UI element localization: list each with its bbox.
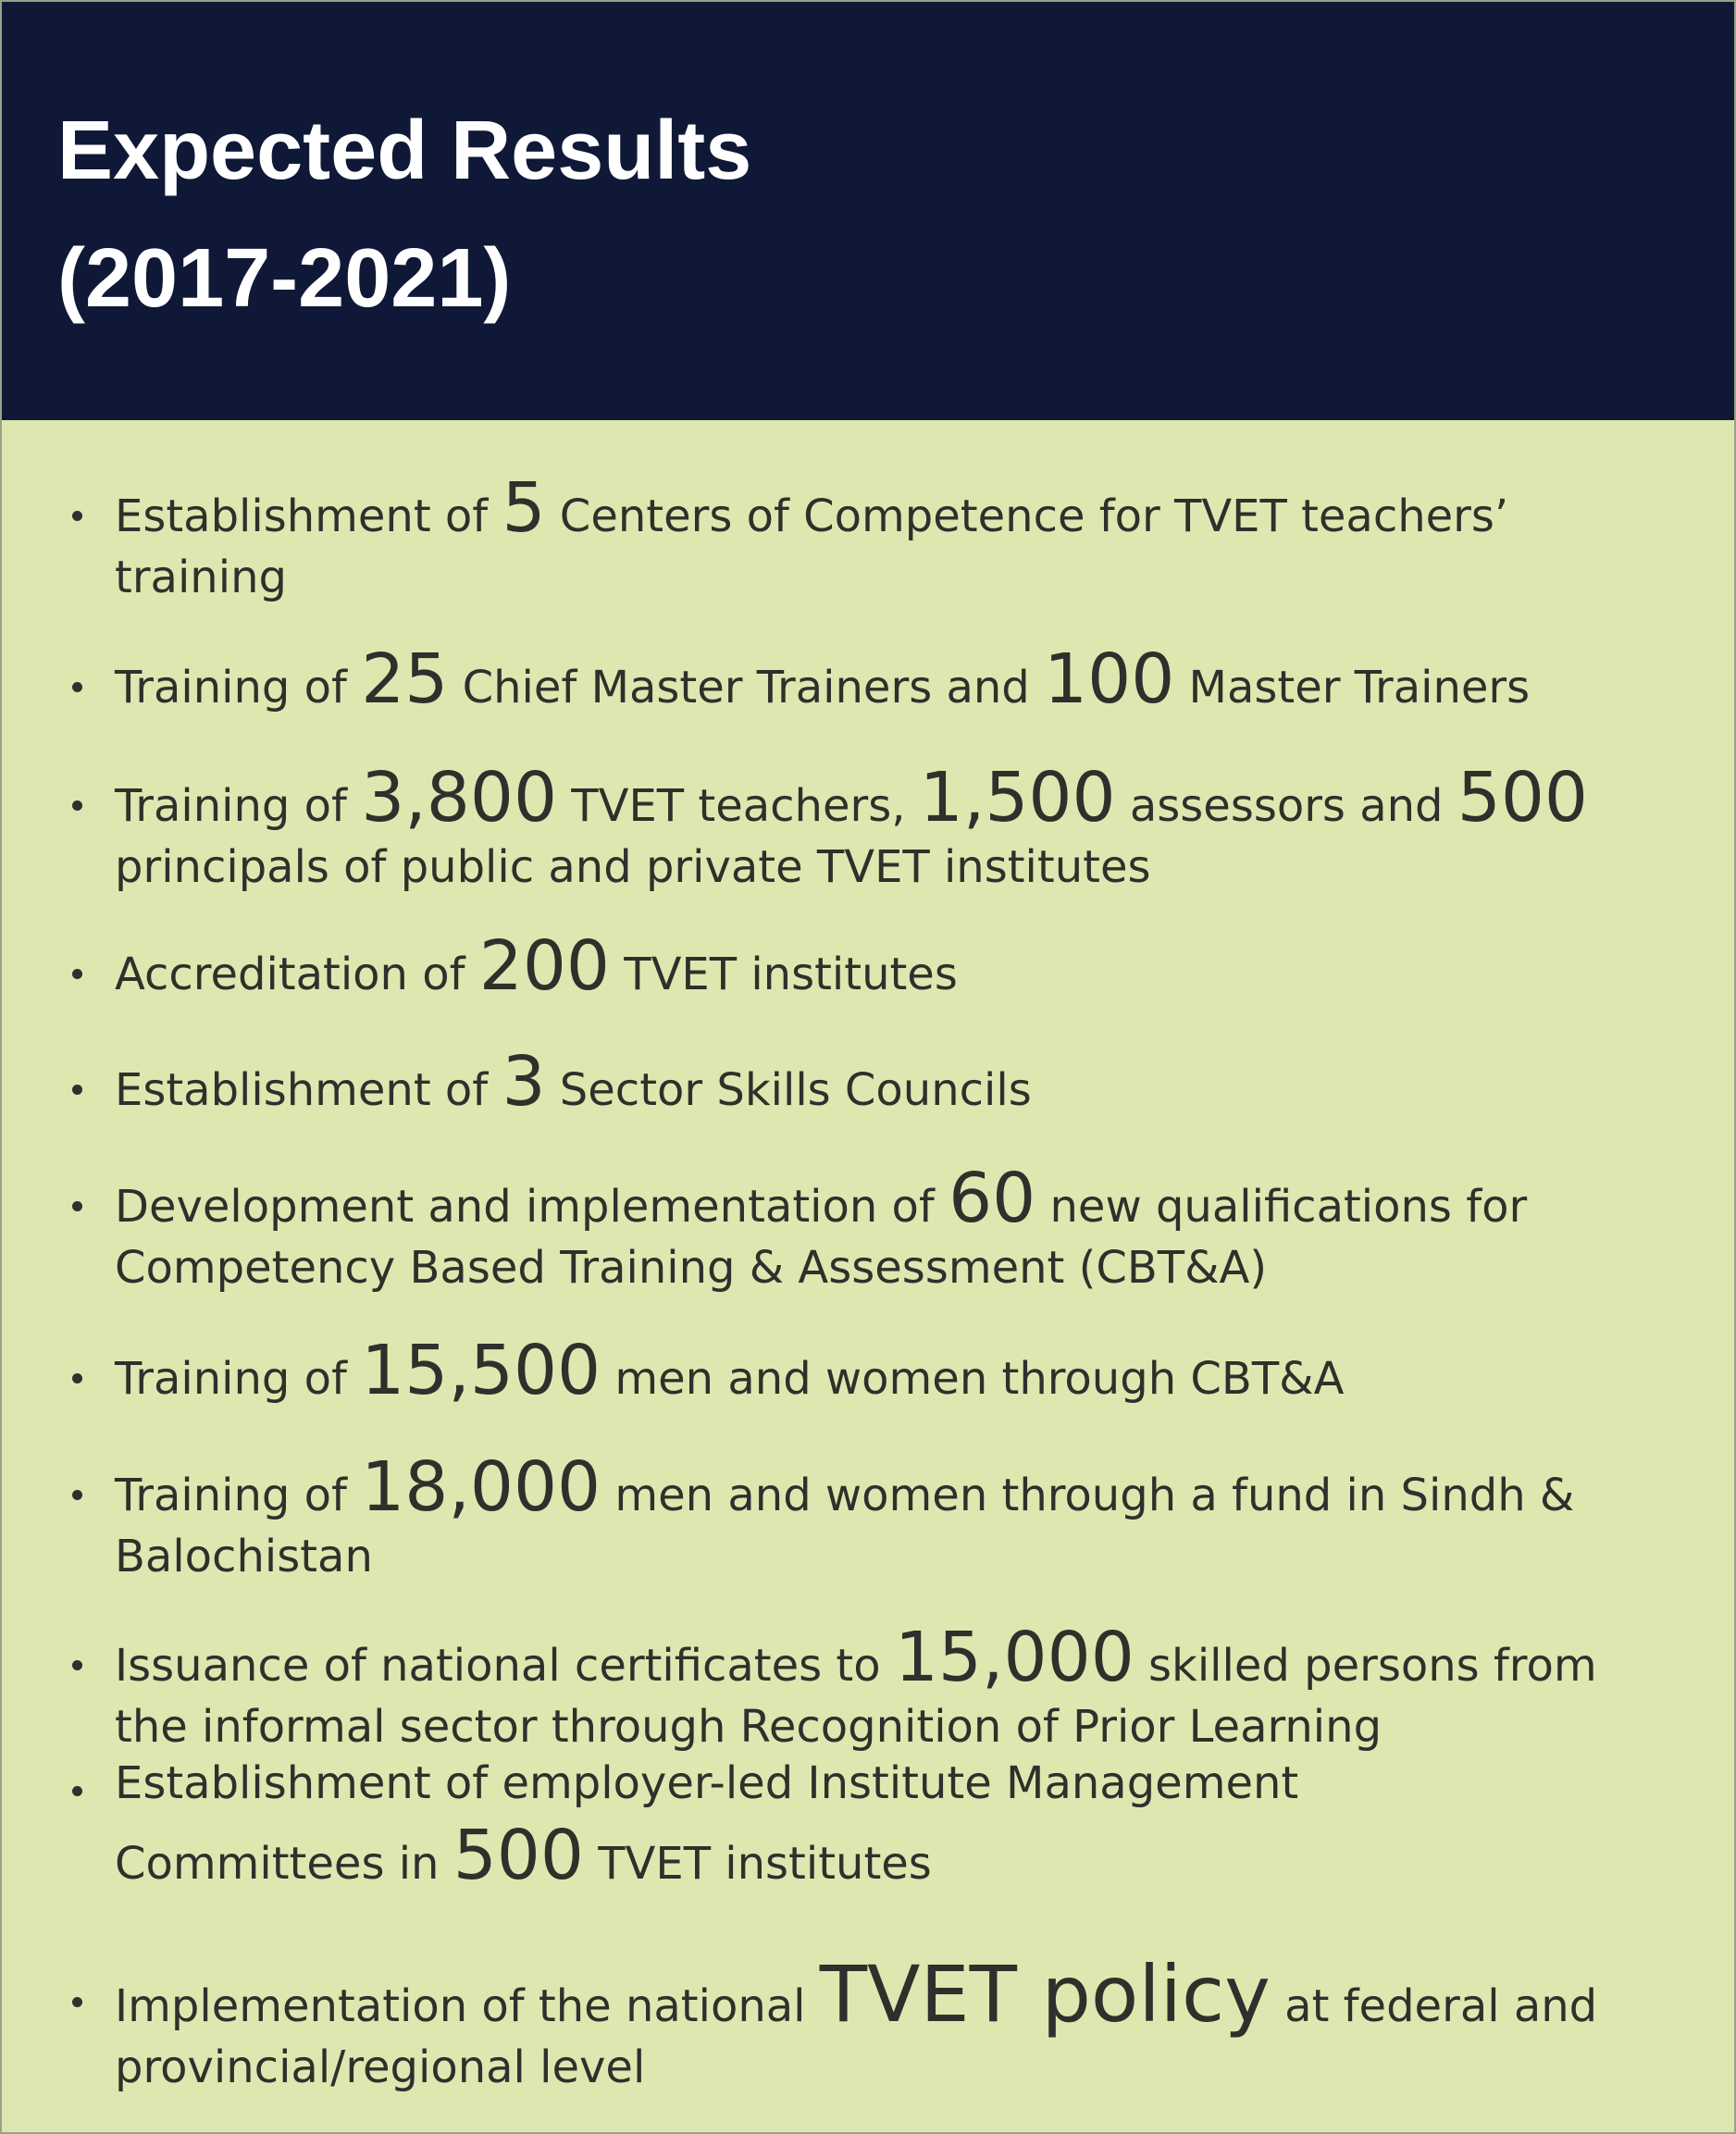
item-text: Centers of Competence for TVET teachers’ (545, 490, 1509, 542)
bullet-dot (72, 800, 82, 811)
item-text: men and women through CBT&A (601, 1353, 1345, 1405)
item-text-continuation: training (115, 552, 287, 603)
highlight-number: 200 (478, 926, 610, 1006)
list-item-text (115, 1159, 1688, 1298)
bullet-dot (72, 1997, 82, 2007)
highlight-number: 15,000 (894, 1618, 1135, 1697)
highlight-number: 3,800 (361, 758, 558, 837)
item-text: Training of (115, 1353, 362, 1405)
item-text: men and women through a fund in Sindh & (601, 1470, 1575, 1521)
item-text-continuation: principals of public and private TVET institutes (115, 841, 1151, 893)
item-text: Master Trainers (1174, 662, 1531, 713)
highlight-number: 5 (502, 468, 546, 548)
item-text: Chief Master Trainers and (448, 662, 1045, 713)
item-text: Training of (115, 1470, 362, 1521)
list-item-text (115, 758, 1688, 898)
item-text: at federal and (1270, 1980, 1598, 2032)
item-text-continuation: provincial/regional level (115, 2041, 646, 2093)
item-text-continuation: the informal sector through Recognition of Prior Learning (115, 1701, 1383, 1753)
list-item-text (115, 1447, 1688, 1587)
highlight-number: 25 (361, 639, 449, 719)
bullet-dot (72, 1085, 82, 1095)
item-text: Establishment of (115, 1064, 502, 1116)
highlight-number: 60 (949, 1159, 1036, 1238)
list-item-text (115, 1618, 1688, 1757)
item-text: Accreditation of (115, 949, 479, 1000)
item-text: Establishment of employer-led Institute Management (115, 1757, 1299, 1809)
list-item-text (115, 468, 1688, 608)
item-text: TVET institutes (610, 949, 958, 1000)
item-text: TVET teachers, (557, 780, 920, 832)
item-text: Implementation of the national (115, 1980, 820, 2032)
title-line-1: Expected Results (57, 105, 752, 197)
highlight-number: 15,500 (361, 1331, 601, 1410)
list-item-text (115, 1753, 1688, 1894)
highlight-number: 500 (1457, 758, 1589, 837)
bullet-dot (72, 969, 82, 979)
item-text: Committees in (115, 1838, 453, 1890)
list-item-text (115, 1331, 1688, 1410)
item-text: skilled persons from (1134, 1640, 1597, 1692)
bullet-dot (72, 1786, 82, 1796)
highlight-number: 1,500 (919, 758, 1116, 837)
item-text: Training of (115, 780, 362, 832)
item-text-continuation: Competency Based Training & Assessment (CBT&A) (115, 1242, 1268, 1294)
list-item-text (115, 926, 1688, 1006)
title-banner (2, 2, 1734, 420)
page-title (57, 87, 751, 342)
title-line-2: (2017-2021) (57, 232, 512, 325)
item-text: TVET institutes (583, 1838, 932, 1890)
item-text: assessors and (1115, 780, 1457, 832)
highlight-number: 3 (502, 1042, 546, 1122)
item-text: Establishment of (115, 490, 502, 542)
highlight-number: 18,000 (361, 1447, 601, 1527)
list-item-text (115, 1042, 1688, 1122)
list-item-text (115, 1949, 1688, 2098)
item-text: new qualifications for (1035, 1181, 1528, 1233)
highlight-number: 500 (453, 1816, 584, 1895)
bullet-dot (72, 1201, 82, 1211)
item-text: Training of (115, 662, 362, 713)
bullet-dot (72, 1373, 82, 1383)
item-text-continuation: Balochistan (115, 1531, 373, 1582)
list-item-text (115, 639, 1688, 719)
bullet-dot (72, 1490, 82, 1500)
bullet-dot (72, 1660, 82, 1670)
highlight-phrase: TVET policy (819, 1949, 1271, 2040)
highlight-number: 100 (1044, 639, 1175, 719)
item-text: Sector Skills Councils (545, 1064, 1032, 1116)
bullet-dot (72, 511, 82, 521)
item-text: Development and implementation of (115, 1181, 949, 1233)
item-text: Issuance of national certificates to (115, 1640, 895, 1692)
bullet-dot (72, 682, 82, 692)
